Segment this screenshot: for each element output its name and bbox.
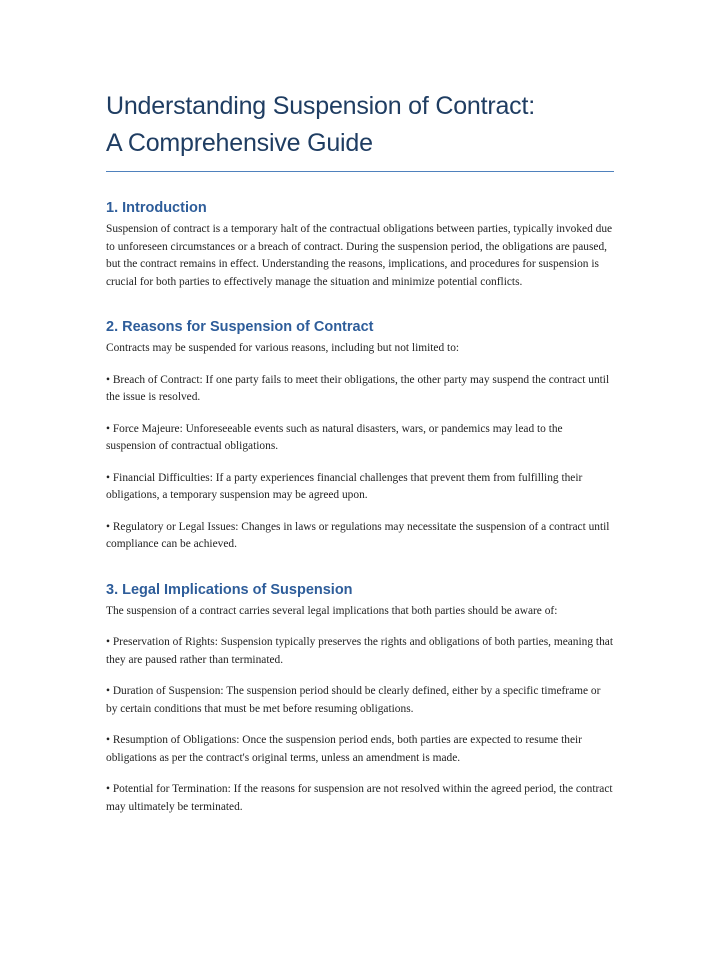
document-page: [106, 88, 614, 816]
section-reasons: [106, 317, 614, 554]
section-heading: 3. Legal Implications of Suspension: [106, 581, 353, 598]
title-divider: [106, 171, 614, 172]
section-introduction: [106, 198, 614, 291]
document-title: [106, 88, 614, 162]
bullet-item: • Financial Difficulties: If a party experiences financial challenges that prevent them from fulfilling their obligations, a temporary suspension may be agreed upon.: [106, 471, 583, 501]
section-legal-implications: [106, 580, 614, 817]
section-paragraph: Suspension of contract is a temporary halt of the contractual obligations between parties, typically invoked due to unforeseen circumstances or a breach of contract. During the suspension period, the obligations are paused, but the contract remains in effect. Understanding the reasons, implications, and procedures for suspension is crucial for both parties to effectively manage the situation and minimize potential conflicts.: [106, 223, 613, 288]
bullet-item: • Duration of Suspension: The suspension period should be clearly defined, either by a specific timeframe or by certain conditions that must be met before resuming obligations.: [106, 685, 601, 715]
section-heading: 2. Reasons for Suspension of Contract: [106, 319, 374, 335]
bullet-item: • Potential for Termination: If the reasons for suspension are not resolved within the agreed period, the contract may ultimately be terminated.: [106, 783, 613, 813]
section-heading: 1. Introduction: [106, 200, 207, 216]
document-title-line-1: Understanding Suspension of Contract:: [106, 92, 535, 120]
document-title-line-2: A Comprehensive Guide: [106, 129, 373, 157]
section-paragraph: The suspension of a contract carries several legal implications that both parties should be aware of:: [106, 604, 558, 617]
bullet-item: • Preservation of Rights: Suspension typically preserves the rights and obligations of both parties, meaning that they are paused rather than terminated.: [106, 636, 613, 666]
bullet-item: • Breach of Contract: If one party fails to meet their obligations, the other party may suspend the contract until the issue is resolved.: [106, 373, 610, 403]
section-paragraph: Contracts may be suspended for various reasons, including but not limited to:: [106, 342, 460, 354]
bullet-item: • Force Majeure: Unforeseeable events such as natural disasters, wars, or pandemics may lead to the suspension of contractual obligations.: [106, 422, 563, 452]
bullet-item: • Resumption of Obligations: Once the suspension period ends, both parties are expected to resume their obligations as per the contract's original terms, unless an amendment is made.: [106, 734, 582, 764]
bullet-item: • Regulatory or Legal Issues: Changes in laws or regulations may necessitate the suspension of a contract until compliance can be achieved.: [106, 520, 610, 550]
